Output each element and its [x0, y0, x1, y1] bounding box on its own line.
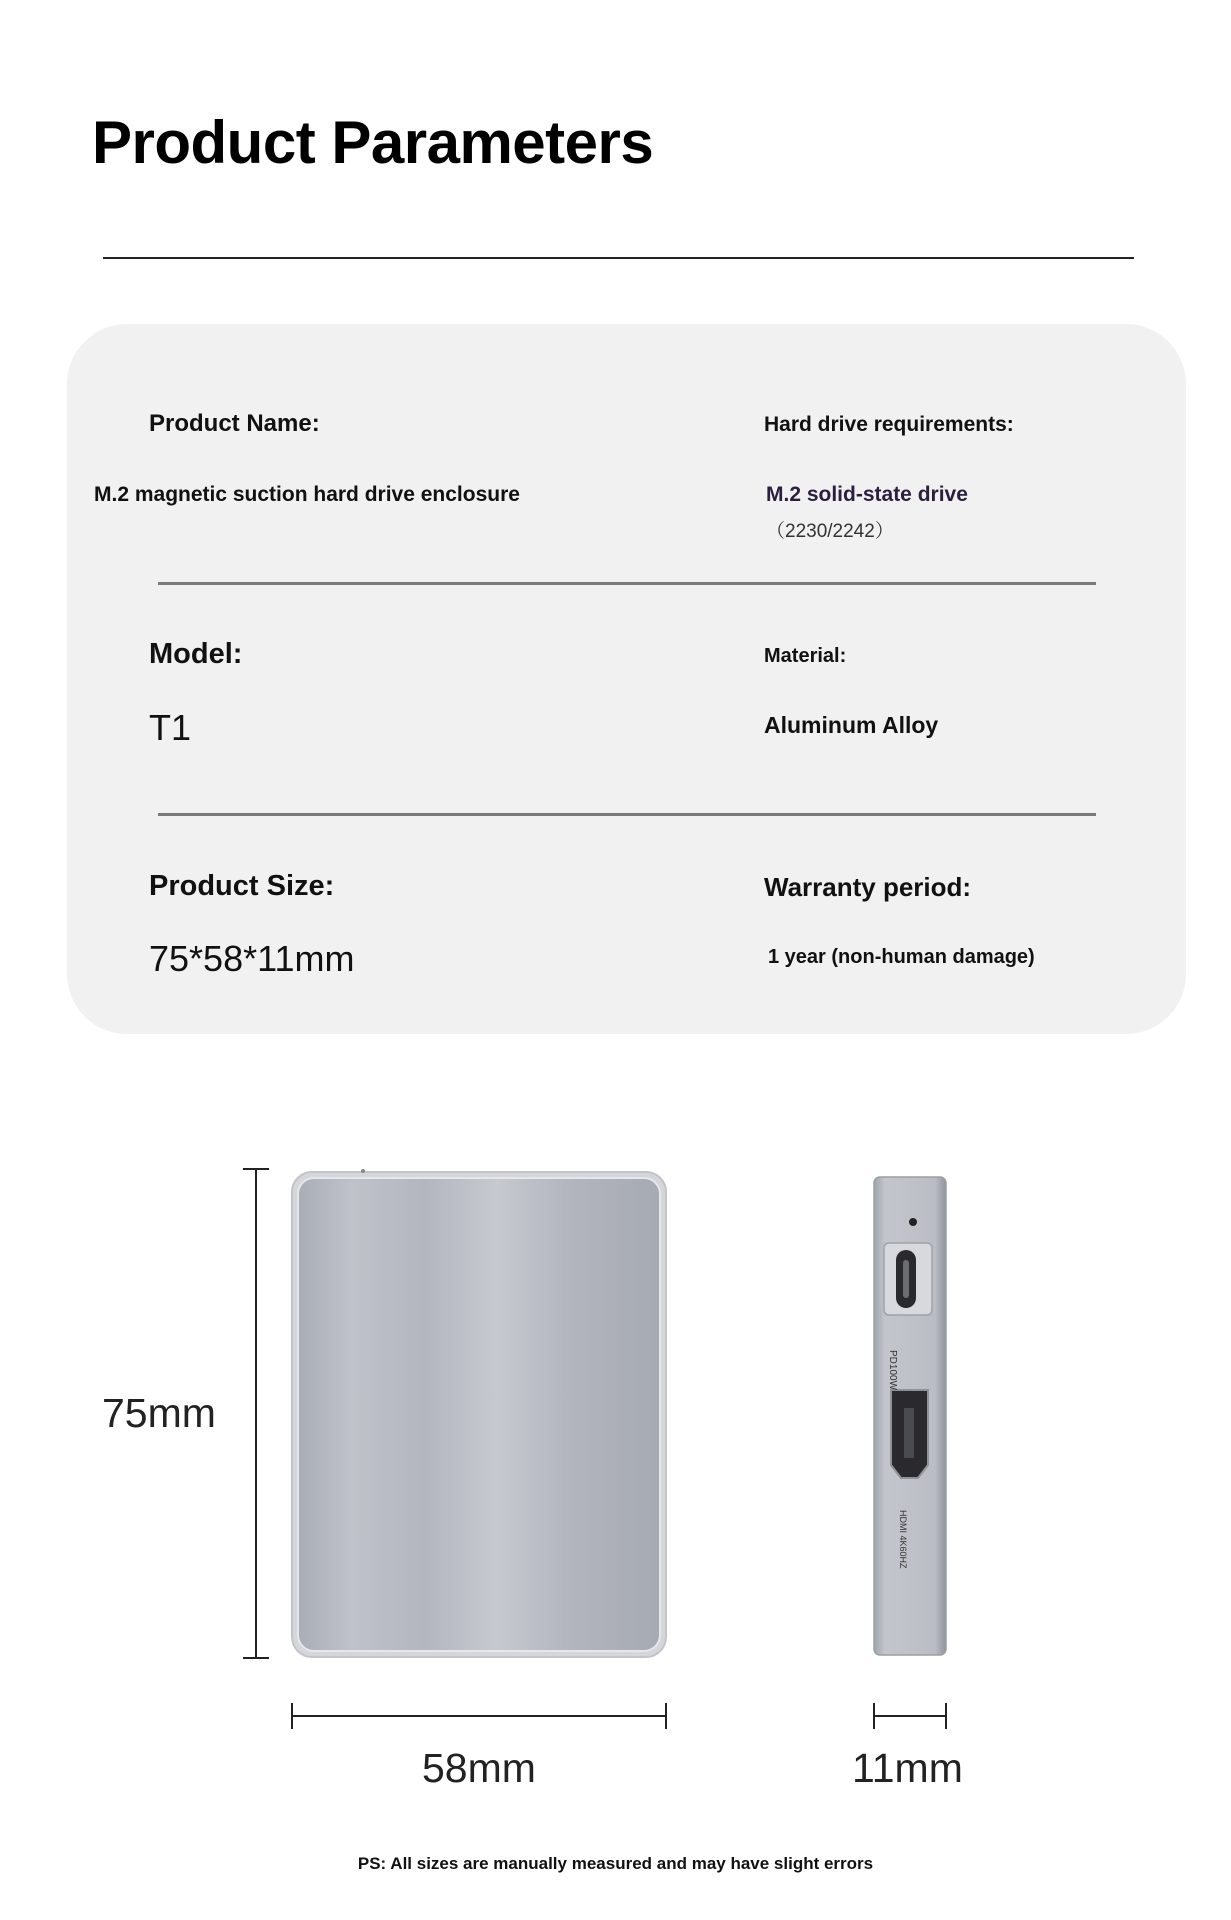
product-size-label: Product Size: — [149, 870, 335, 902]
model-label: Model: — [149, 638, 243, 670]
thickness-dimension-bar — [874, 1703, 946, 1729]
thickness-dimension-label: 11mm — [852, 1745, 963, 1791]
pd-port-label: PD100W — [887, 1350, 898, 1391]
card-divider-2 — [158, 813, 1096, 816]
device-front-view — [292, 1169, 666, 1657]
model-value: T1 — [149, 707, 192, 748]
material-value: Aluminum Alloy — [764, 712, 939, 738]
title-divider — [103, 257, 1134, 259]
product-size-value: 75*58*11mm — [149, 938, 355, 979]
hard-drive-label: Hard drive requirements: — [764, 413, 1014, 436]
device-dimension-illustration — [0, 1150, 1231, 1810]
product-name-value: M.2 magnetic suction hard drive enclosure — [94, 483, 520, 506]
width-dimension-label: 58mm — [422, 1745, 536, 1791]
product-name-label: Product Name: — [149, 410, 320, 437]
device-side-view — [874, 1177, 946, 1655]
page-title: Product Parameters — [92, 109, 654, 176]
hdmi-port-label: HDMI 4K60HZ — [898, 1510, 908, 1569]
footnote: PS: All sizes are manually measured and may have slight errors — [357, 1854, 874, 1873]
warranty-label: Warranty period: — [764, 872, 972, 902]
card-divider-1 — [158, 582, 1096, 585]
material-label: Material: — [764, 645, 847, 667]
hard-drive-sub: （2230/2242） — [766, 521, 894, 542]
height-dimension-bar — [243, 1169, 269, 1658]
height-dimension-label: 75mm — [102, 1390, 216, 1436]
hard-drive-value: M.2 solid-state drive — [766, 483, 968, 506]
warranty-value: 1 year (non-human damage) — [768, 946, 1035, 968]
width-dimension-bar — [292, 1703, 666, 1729]
